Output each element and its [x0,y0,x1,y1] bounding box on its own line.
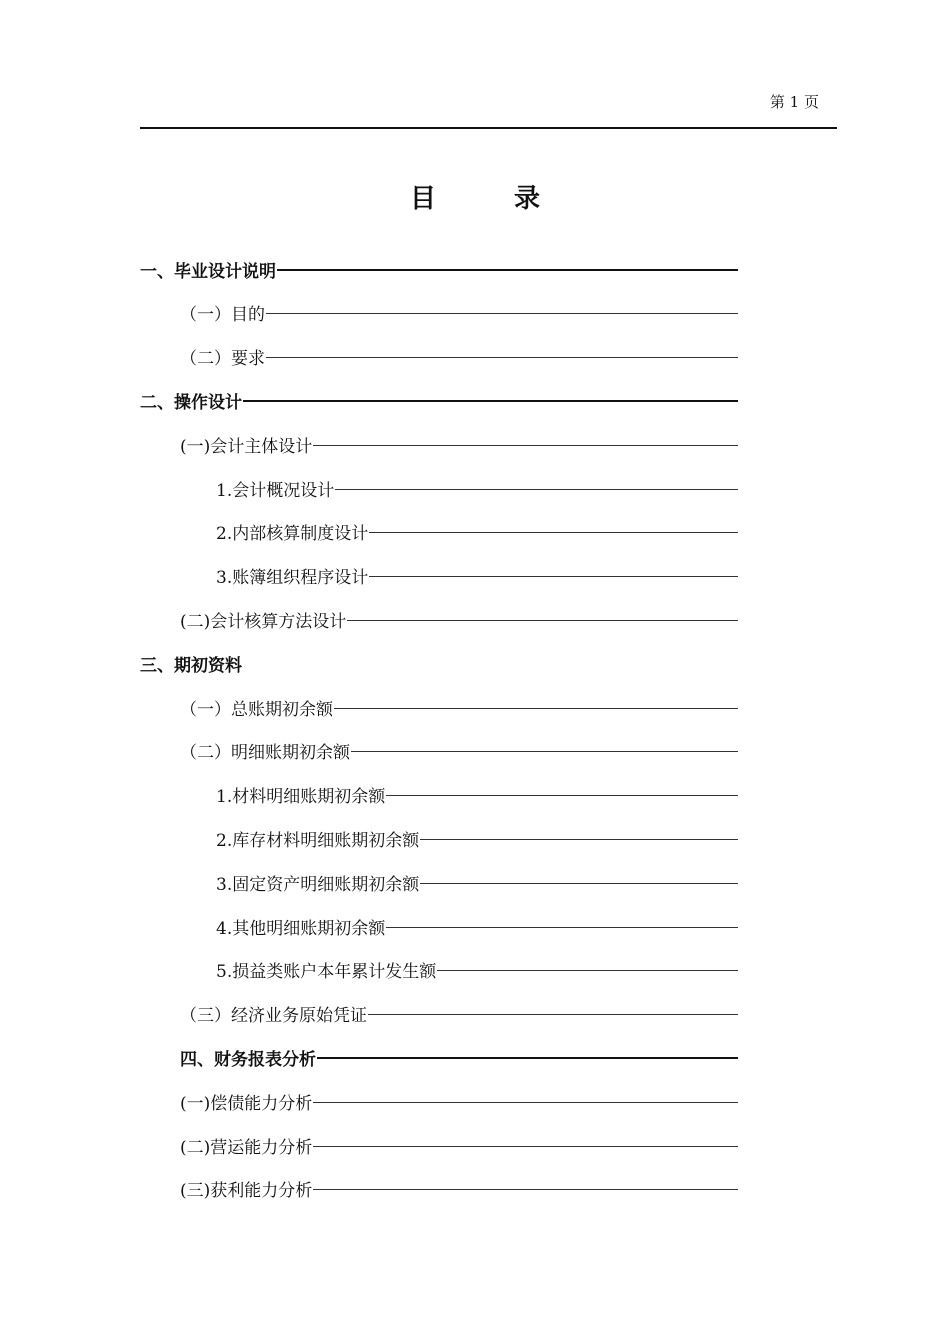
toc-entry[interactable] [216,913,738,939]
toc-entry-label: （二）要求 [180,349,265,370]
toc-entry-label: （一）目的 [180,305,265,326]
toc-entry[interactable] [180,694,738,720]
toc-entry-label: (二)会计核算方法设计 [180,611,347,632]
toc-leader-line [317,1057,738,1059]
toc-entry[interactable] [140,256,738,282]
toc-leader-line [313,1189,738,1190]
toc-entry-label: (一)偿债能力分析 [180,1093,313,1114]
toc-entry[interactable] [180,1132,738,1158]
toc-entry-label: 三、期初资料 [140,655,242,676]
toc-leader-line [386,795,738,796]
page-number: 第 1 页 [769,93,819,111]
toc-entry-label: (一)会计主体设计 [180,436,313,457]
toc-entry-label: 2.库存材料明细账期初余额 [216,830,420,851]
toc-entry[interactable] [180,300,738,326]
toc-entry[interactable] [216,519,738,545]
toc-entry[interactable] [180,1044,738,1070]
toc-leader-line [266,313,738,314]
toc-leader-line [334,708,738,709]
toc-entry[interactable] [216,563,738,589]
toc-entry[interactable] [216,782,738,808]
toc-entry[interactable] [180,431,738,457]
toc-entry-label: 4.其他明细账期初余额 [216,918,386,939]
toc-leader-line [347,620,738,621]
toc-leader-line [437,970,738,971]
toc-entry-label: 1.材料明细账期初余额 [216,787,386,808]
toc-entry[interactable] [180,606,738,632]
toc-leader-line [368,1014,738,1015]
toc-title-char-2: 录 [514,184,541,214]
toc-leader-line [420,883,738,884]
toc-entry[interactable] [216,957,738,983]
toc-leader-line [313,1146,738,1147]
toc-leader-line [243,400,738,402]
toc-leader-line [277,269,738,271]
toc-leader-line [369,532,738,533]
toc-entry-label: 二、操作设计 [140,392,242,413]
toc-entry-label: 3.账簿组织程序设计 [216,568,369,589]
toc-entry-label: （三）经济业务原始凭证 [180,1006,367,1027]
toc-entry[interactable] [180,344,738,370]
toc-leader-line [313,1102,738,1103]
toc-leader-line [335,489,738,490]
toc-entry-label: (三)获利能力分析 [180,1181,313,1202]
toc-entry[interactable] [216,869,738,895]
toc-leader-line [351,751,738,752]
toc-entry[interactable] [216,475,738,501]
toc-entry-label: 3.固定资产明细账期初余额 [216,874,420,895]
toc-leader-line [313,445,738,446]
toc-leader-line [266,357,738,358]
toc-leader-line [386,927,738,928]
toc-entry-label: （二）明细账期初余额 [180,743,350,764]
toc-entry[interactable] [180,1176,738,1202]
toc-leader-line [420,839,738,840]
toc-entry[interactable] [140,387,738,413]
toc-entry-label: 5.损益类账户本年累计发生额 [216,962,437,983]
toc-leader-line [369,576,738,577]
toc-entry[interactable] [180,1001,738,1027]
toc-entry-label: 1.会计概况设计 [216,480,335,501]
toc-title-char-1: 目 [409,184,436,214]
toc-entry-label: 一、毕业设计说明 [140,261,276,282]
toc-entry-label: （一）总账期初余额 [180,699,333,720]
toc-entry-label: (二)营运能力分析 [180,1137,313,1158]
toc-entry-label: 四、财务报表分析 [180,1049,316,1070]
toc-entry[interactable] [180,1088,738,1114]
toc-entry-label: 2.内部核算制度设计 [216,524,369,545]
toc-entry[interactable] [180,738,738,764]
toc-entry[interactable] [140,650,738,676]
toc-entry[interactable] [216,825,738,851]
